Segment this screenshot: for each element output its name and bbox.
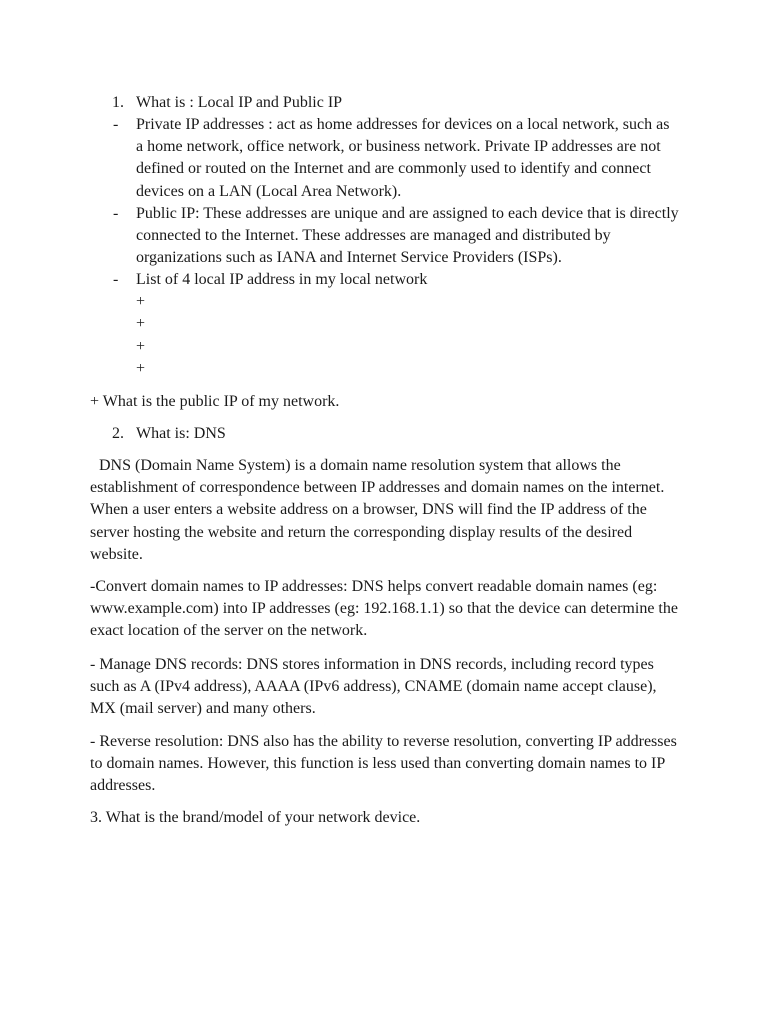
bullet-marker: - [113,271,119,288]
section3-heading: 3. What is the brand/model of your network device. [90,809,421,826]
dns-intro-paragraph: DNS (Domain Name System) is a domain name resolution system that allows the establishment of correspondence between IP addresses and domain names on the internet. When a user enters a website address on a browser, DNS will find the IP address of the server hosting the website and return the corresponding display results of the desired website. [90,457,665,563]
public-ip-question: + What is the public IP of my network. [90,393,340,410]
bullet-marker: - [113,205,119,222]
dns-point-records: - Manage DNS records: DNS stores information in DNS records, including record types such as A (IPv4 address), AAAA (IPv6 address), CNAME (domain name accept clause), MX (mail server) and many others. [90,656,657,718]
local-ip-item: + [136,360,146,377]
section1-heading: What is : Local IP and Public IP [136,94,343,111]
local-ip-list-text: List of 4 local IP address in my local network [136,271,428,288]
public-ip-text: Public IP: These addresses are unique and are assigned to each device that is directly connected to the Internet. These addresses are managed and distributed by organizations such as IANA and Internet Service Providers (ISPs). [136,205,679,267]
bullet-marker: - [113,116,119,133]
dns-point-convert: -Convert domain names to IP addresses: DNS helps convert readable domain names (eg: www.example.com) into IP addresses (eg: 192.168.1.1) so that the device can determine the exact location of the server on the network. [90,578,678,640]
dns-point-reverse: - Reverse resolution: DNS also has the ability to reverse resolution, converting IP addresses to domain names. However, this function is less used than converting domain names to IP addresses. [90,733,677,795]
section2-number: 2. [112,425,124,442]
section1-number: 1. [112,94,124,111]
local-ip-item: + [136,293,146,310]
section2-heading: What is: DNS [136,425,226,442]
private-ip-text: Private IP addresses : act as home addresses for devices on a local network, such as a home network, office network, or business network. Private IP addresses are not defined or routed on the Internet and are commonly used to identify and connect devices on a LAN (Local Area Network). [136,116,670,200]
local-ip-item: + [136,338,146,355]
local-ip-item: + [136,315,146,332]
